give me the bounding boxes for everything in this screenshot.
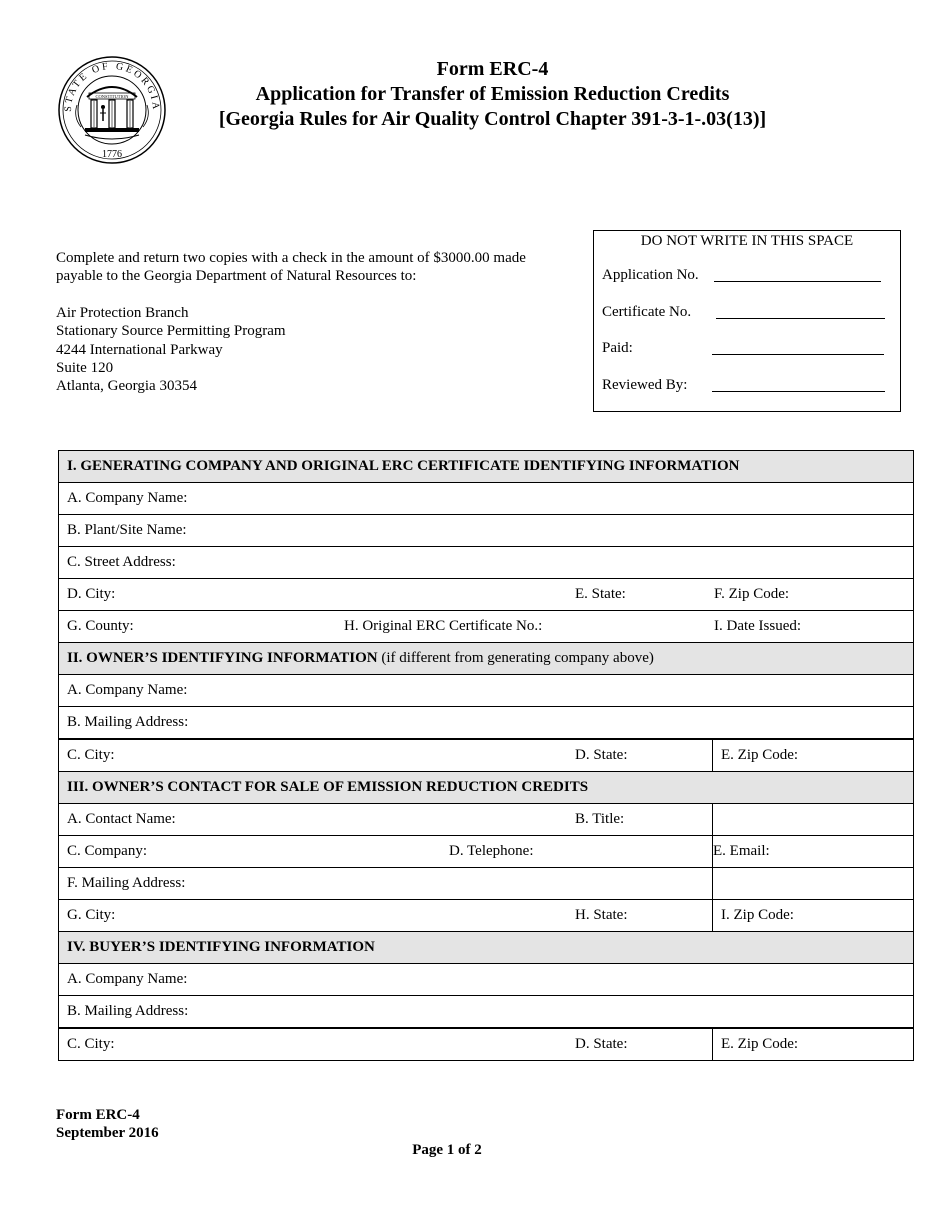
sec1-date-issued-label: I. Date Issued: (714, 618, 802, 634)
seal-banner: CONSTITUTION (95, 94, 129, 99)
divider (712, 803, 713, 836)
address-line-5: Atlanta, Georgia 30354 (56, 378, 197, 395)
sec2-zip-label: E. Zip Code: (721, 747, 799, 763)
section-1-header (59, 451, 914, 483)
section-4-title: IV. BUYER’S IDENTIFYING INFORMATION (59, 932, 914, 964)
sec1-plant-site-field[interactable] (59, 515, 914, 547)
sec4-city-label: C. City: (67, 1036, 115, 1052)
sec1-zip-label: F. Zip Code: (714, 586, 790, 602)
sec1-company-name-label: A. Company Name: (67, 490, 188, 506)
instructions-line-1: Complete and return two copies with a check in the amount of $3000.00 made (56, 250, 526, 266)
application-no-row (602, 267, 699, 284)
section-2-title-note: (if different from generating company above) (377, 650, 654, 666)
form-title (180, 57, 805, 132)
sec2-city-state-zip-row[interactable] (59, 739, 914, 772)
footer-form-date: September 2016 (56, 1125, 159, 1141)
sec3-company-label: C. Company: (67, 843, 148, 859)
divider (712, 1028, 713, 1061)
sec4-company-name-label: A. Company Name: (67, 971, 188, 987)
sec4-state-label: D. State: (575, 1036, 628, 1052)
sec3-zip-label: I. Zip Code: (721, 907, 794, 923)
sec4-mailing-address-field[interactable] (59, 996, 914, 1029)
sec1-plant-site-label: B. Plant/Site Name: (67, 522, 187, 538)
page-number: Page 1 of 2 (412, 1142, 482, 1158)
table-row (59, 996, 914, 1029)
table-row (59, 836, 914, 868)
sec4-company-name-field[interactable] (59, 964, 914, 996)
sec2-mailing-address-field[interactable] (59, 707, 914, 740)
sec3-mailing-address-label: F. Mailing Address: (67, 875, 186, 891)
erc-transfer-form-table (58, 450, 914, 1061)
reviewed-by-field[interactable] (712, 391, 885, 392)
section-3-header (59, 772, 914, 804)
sec4-city-state-zip-row[interactable] (59, 1028, 914, 1061)
footer-form-number: Form ERC-4 (56, 1107, 140, 1123)
instructions (56, 249, 576, 286)
sec2-company-name-label: A. Company Name: (67, 682, 188, 698)
table-row (59, 611, 914, 643)
table-row (59, 739, 914, 772)
sec2-state-label: D. State: (575, 747, 628, 763)
section-2-title-text: II. OWNER’S IDENTIFYING INFORMATION (67, 650, 378, 666)
office-use-box (593, 230, 901, 412)
sec3-mailing-address-row[interactable] (59, 868, 914, 900)
sec1-state-label: E. State: (575, 586, 626, 602)
table-row (59, 964, 914, 996)
table-row (59, 515, 914, 547)
address-line-4: Suite 120 (56, 359, 114, 376)
divider (712, 867, 713, 900)
paid-row (602, 340, 633, 357)
sec1-county-label: G. County: (67, 618, 134, 634)
sec3-contact-title-row[interactable] (59, 804, 914, 836)
georgia-state-seal (55, 55, 169, 165)
sec3-email-label: E. Email: (713, 843, 770, 859)
sec1-street-address-field[interactable] (59, 547, 914, 579)
section-2-header (59, 643, 914, 675)
table-row (59, 675, 914, 707)
form-number: Form ERC-4 (436, 58, 549, 80)
reviewed-by-label: Reviewed By: (602, 377, 688, 393)
sec1-company-name-field[interactable] (59, 483, 914, 515)
sec1-city-label: D. City: (67, 586, 116, 602)
form-rule-citation: [Georgia Rules for Air Quality Control Chapter 391-3-1-.03(13)] (218, 108, 767, 130)
reviewed-by-row (602, 377, 687, 394)
sec3-state-label: H. State: (575, 907, 628, 923)
office-use-header: DO NOT WRITE IN THIS SPACE (640, 233, 854, 249)
sec1-city-state-zip-row[interactable] (59, 579, 914, 611)
table-row (59, 547, 914, 579)
sec3-city-label: G. City: (67, 907, 116, 923)
sec1-original-cert-label: H. Original ERC Certificate No.: (344, 618, 543, 634)
table-row (59, 1028, 914, 1061)
table-row (59, 804, 914, 836)
sec2-company-name-field[interactable] (59, 675, 914, 707)
sec3-contact-name-label: A. Contact Name: (67, 811, 176, 827)
section-2-title (59, 643, 914, 675)
address-line-3: 4244 International Parkway (56, 341, 223, 358)
footer-form-info (56, 1106, 159, 1142)
address-line-2: Stationary Source Permitting Program (56, 323, 286, 340)
instructions-line-2: payable to the Georgia Department of Natural Resources to: (56, 268, 417, 285)
mailing-address (56, 304, 286, 395)
divider (712, 899, 713, 932)
table-row (59, 900, 914, 932)
application-no-field[interactable] (714, 281, 881, 282)
paid-label: Paid: (602, 340, 633, 356)
certificate-no-label: Certificate No. (602, 304, 692, 320)
sec1-county-cert-date-row[interactable] (59, 611, 914, 643)
seal-top-text: STATE OF GEORGIA (62, 60, 162, 113)
table-row (59, 868, 914, 900)
section-4-header (59, 932, 914, 964)
certificate-no-field[interactable] (716, 318, 885, 319)
divider (712, 739, 713, 772)
section-3-title: III. OWNER’S CONTACT FOR SALE OF EMISSION REDUCTION CREDITS (59, 772, 914, 804)
sec2-mailing-address-label: B. Mailing Address: (67, 714, 189, 730)
application-no-label: Application No. (602, 267, 699, 283)
paid-field[interactable] (712, 354, 884, 355)
table-row (59, 707, 914, 740)
section-1-title: I. GENERATING COMPANY AND ORIGINAL ERC CERTIFICATE IDENTIFYING INFORMATION (59, 451, 914, 483)
table-row (59, 579, 914, 611)
sec4-mailing-address-label: B. Mailing Address: (67, 1003, 189, 1019)
sec1-street-address-label: C. Street Address: (67, 554, 176, 570)
sec3-title-label: B. Title: (575, 811, 625, 827)
sec3-city-state-zip-row[interactable] (59, 900, 914, 932)
sec4-zip-label: E. Zip Code: (721, 1036, 799, 1052)
certificate-no-row (602, 304, 691, 321)
address-line-1: Air Protection Branch (56, 305, 189, 321)
seal-year: 1776 (102, 149, 122, 160)
sec3-company-phone-email-row[interactable] (59, 836, 914, 868)
sec2-city-label: C. City: (67, 747, 115, 763)
table-row (59, 483, 914, 515)
form-subtitle: Application for Transfer of Emission Reduction Credits (255, 83, 730, 105)
sec3-telephone-label: D. Telephone: (449, 843, 534, 859)
